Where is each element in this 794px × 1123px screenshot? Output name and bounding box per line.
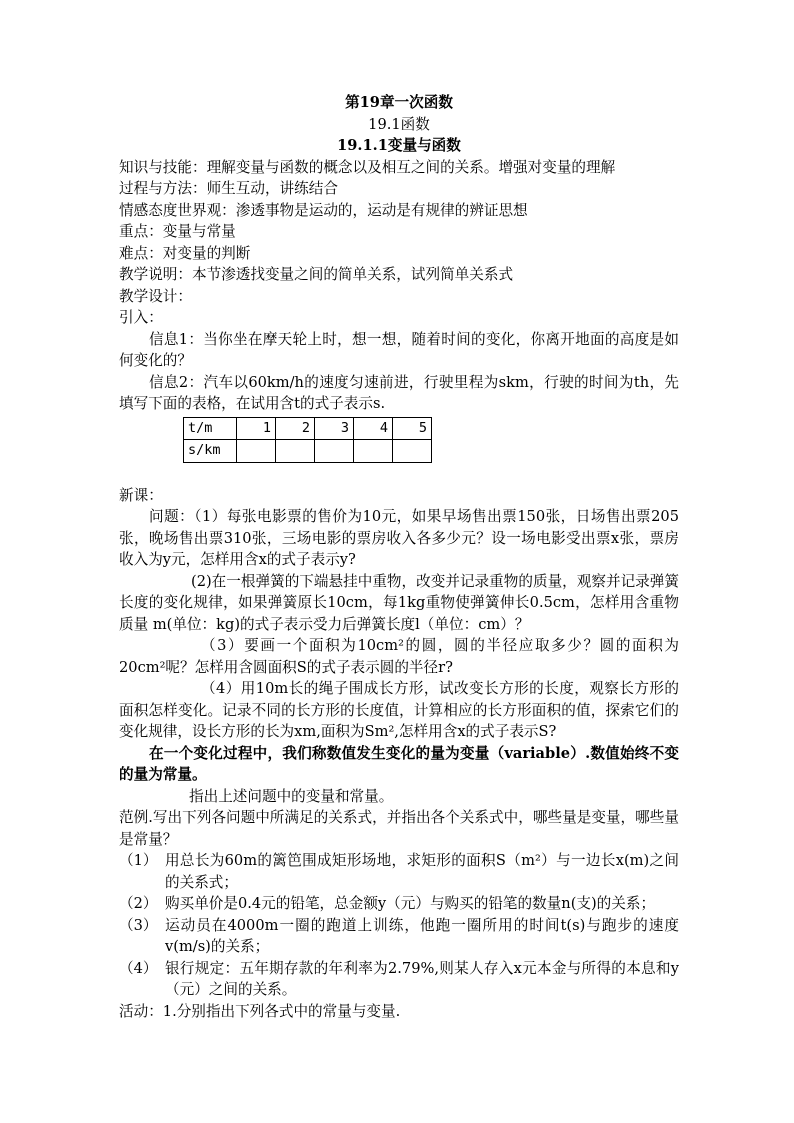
table-cell: s/km <box>184 440 237 463</box>
list-item <box>119 958 679 1001</box>
table-cell <box>276 440 315 463</box>
item-text: 用总长为60m的篱笆围成矩形场地，求矩形的面积S（m²）与一边长x(m)之间的关系式； <box>165 852 679 891</box>
table-cell: 5 <box>393 417 432 440</box>
item-text: 银行规定：五年期存款的年利率为2.79%,则某人存入x元本金与所得的本息和y（元）之间的关系。 <box>165 959 679 998</box>
list-item <box>119 915 679 958</box>
teaching-note: 教学说明：本节渗透找变量之间的简单关系，试列简单关系式 <box>119 266 514 283</box>
table-row <box>184 417 432 440</box>
activity: 活动：1.分别指出下列各式中的常量与变量. <box>119 1002 401 1020</box>
objective-process: 过程与方法：师生互动，讲练结合 <box>119 180 338 197</box>
item-number: （2） <box>119 895 158 912</box>
problem-2: (2)在一根弹簧的下端悬挂中重物，改变并记录重物的质量，观察并记录弹簧长度的变化规律，如果弹簧原长10cm，每1kg重物使弹簧伸长0.5cm，怎样用含重物质量 m(单位：kg)的式子表示受力后弹簧长度l（单位：cm）？ <box>119 572 679 633</box>
point-out: 指出上述问题中的变量和常量。 <box>189 787 394 805</box>
document-page <box>119 92 679 1022</box>
info-1: 信息1：当你坐在摩天轮上时，想一想，随着时间的变化，你离开地面的高度是如何变化的？ <box>119 330 679 369</box>
section-title: 19.1.1变量与函数 <box>337 137 461 154</box>
objective-knowledge: 知识与技能：理解变量与函数的概念以及相互之间的关系。增强对变量的理解 <box>119 158 616 176</box>
problem-1: 问题：（1）每张电影票的售价为10元，如果早场售出票150张，日场售出票205张，晚场售出票310张，三场电影的票房收入各多少元？设一场电影受出票x张，票房收入为y元，怎样用含x的式子表示y? <box>119 508 679 568</box>
table-cell: 1 <box>237 417 276 440</box>
problem-3: （3）要画一个面积为10cm²的圆，圆的半径应取多少？圆的面积为20cm²呢？怎样用含圆面积S的式子表示圆的半径r? <box>119 637 679 676</box>
introduction-label: 引入： <box>119 309 163 326</box>
item-number: （4） <box>119 959 158 977</box>
item-number: （3） <box>119 916 158 934</box>
objective-attitude: 情感态度世界观：渗透事物是运动的，运动是有规律的辨证思想 <box>119 201 528 219</box>
chapter-title: 第19章一次函数 <box>345 94 453 111</box>
table-cell: 4 <box>354 417 393 440</box>
table-cell <box>315 440 354 463</box>
table-cell <box>354 440 393 463</box>
table-row <box>184 440 432 463</box>
list-item <box>119 893 679 915</box>
example-intro: 范例.写出下列各问题中所满足的关系式，并指出各个关系式中，哪些量是变量，哪些量是常量？ <box>119 809 679 848</box>
key-point: 重点：变量与常量 <box>119 223 236 240</box>
item-text: 购买单价是0.4元的铅笔，总金额y（元）与购买的铅笔的数量n(支)的关系； <box>165 895 656 912</box>
table-cell: t/m <box>184 417 237 440</box>
table-cell <box>237 440 276 463</box>
problem-4: （4）用10m长的绳子围成长方形，试改变长方形的长度，观察长方形的面积怎样变化。记录不同的长方形的长度值，计算相应的长方形面积的值，探索它们的变化规律，设长方形的长为xm,面积为Sm²,怎样用含x的式子表示S? <box>119 680 679 740</box>
table-cell: 3 <box>315 417 354 440</box>
new-lesson-label: 新课： <box>119 486 163 504</box>
difficulty: 难点：对变量的判断 <box>119 244 251 262</box>
table-cell <box>393 440 432 463</box>
info-2: 信息2：汽车以60km/h的速度匀速前进，行驶里程为skm，行驶的时间为th，先填写下面的表格，在试用含t的式子表示s. <box>119 373 679 412</box>
item-text: 运动员在4000m一圈的跑道上训练，他跑一圈所用的时间t(s)与跑步的速度v(m/s)的关系； <box>165 916 679 955</box>
subtitle: 19.1函数 <box>368 115 430 133</box>
data-table <box>183 417 432 463</box>
table-cell: 2 <box>276 417 315 440</box>
teaching-design: 教学设计： <box>119 287 192 305</box>
variable-definition: 在一个变化过程中，我们称数值发生变化的量为变量（variable）.数值始终不变的量为常量。 <box>119 744 679 783</box>
list-item <box>119 850 679 893</box>
item-number: （1） <box>119 852 158 869</box>
